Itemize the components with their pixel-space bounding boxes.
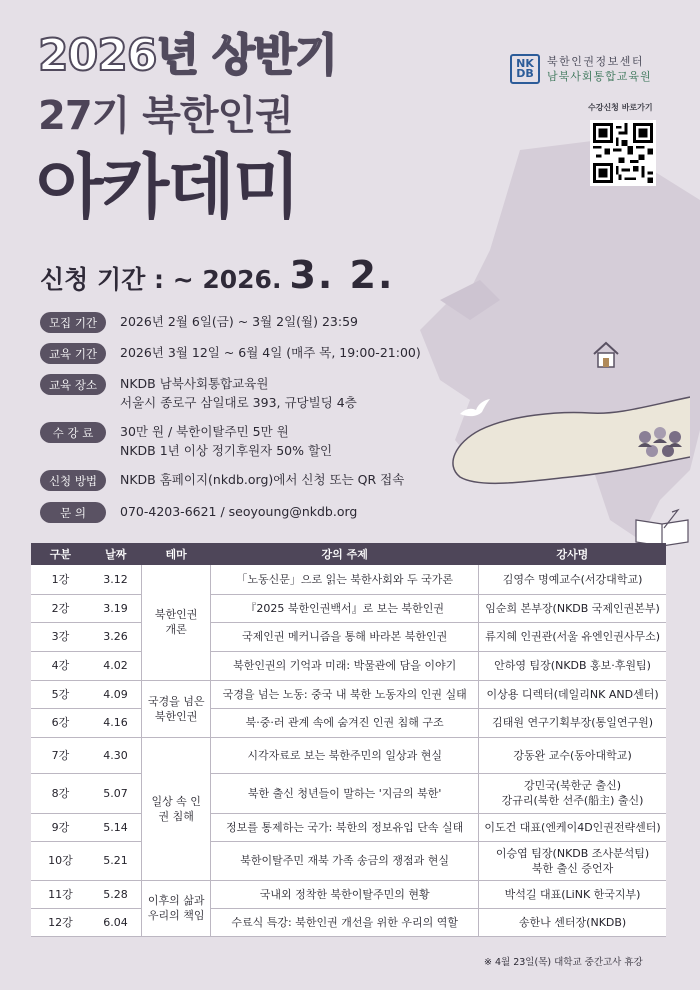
lecturer-line: 이승엽 팀장(NKDB 조사분석팀): [495, 846, 650, 860]
logo-abbr-bottom: DB: [516, 67, 534, 80]
info-value: NKDB 1년 이상 정기후원자 50% 할인: [120, 443, 333, 458]
col-header-theme: 테마: [142, 543, 211, 565]
lecture-schedule-table: [31, 543, 666, 937]
info-course-period: [40, 343, 421, 364]
lecture-date: 4.02: [90, 651, 142, 680]
theme-text: 이후의 삶과 우리의 책임: [147, 894, 205, 922]
title-cohort: 27기 북한인권: [38, 93, 293, 139]
lecture-no: 5강: [31, 680, 90, 708]
col-header-topic: 강의 주제: [211, 543, 479, 565]
lecture-topic: 국내외 정착한 북한이탈주민의 현황: [211, 880, 479, 908]
info-value: 서울시 종로구 삼일대로 393, 규당빌딩 4층: [120, 395, 357, 410]
lecture-lecturer: [479, 841, 666, 880]
table-row: [31, 813, 666, 841]
info-value: 2026년 2월 6일(금) ~ 3월 2일(월) 23:59: [120, 314, 358, 329]
lecture-date: 3.12: [90, 565, 142, 594]
info-value: NKDB 남북사회통합교육원: [120, 376, 269, 391]
lecture-theme: [142, 680, 211, 737]
lecture-lecturer: [479, 773, 666, 813]
hand-holding-people-illustration: [420, 385, 690, 525]
lecturer-line: 북한 출신 증언자: [531, 861, 614, 875]
lecture-no: 12강: [31, 908, 90, 936]
lecture-date: 5.21: [90, 841, 142, 880]
table-header-row: [31, 543, 666, 565]
lecture-date: 3.26: [90, 622, 142, 651]
info-label: 모집 기간: [40, 312, 106, 333]
house-icon: [591, 340, 621, 370]
qr-label: 수강신청 바로가기: [588, 103, 653, 112]
lecturer-line: 강민국(북한군 출신): [524, 779, 622, 792]
lecture-lecturer: 이도건 대표(엔케이4D인권전략센터): [479, 813, 666, 841]
lecture-no: 4강: [31, 651, 90, 680]
nkdb-logo-mark: [510, 54, 540, 84]
table-row: [31, 622, 666, 651]
lecture-no: 7강: [31, 737, 90, 773]
lecture-no: 1강: [31, 565, 90, 594]
org-name: 북한인권정보센터: [547, 55, 645, 68]
info-fee: [40, 422, 332, 460]
nkdb-logo: [510, 54, 652, 84]
table-row: [31, 880, 666, 908]
lecture-date: 4.09: [90, 680, 142, 708]
lecture-topic: 시각자료로 보는 북한주민의 일상과 현실: [211, 737, 479, 773]
info-apply-method: [40, 470, 404, 491]
theme-text: 국경을 넘은 북한인권: [147, 694, 205, 723]
period-label: 신청 기간 : ~ 2026.: [40, 265, 282, 294]
col-header-lecturer: 강사명: [479, 543, 666, 565]
lecture-no: 9강: [31, 813, 90, 841]
lecture-date: 4.16: [90, 708, 142, 737]
col-header-no: 구분: [31, 543, 90, 565]
application-period: [40, 253, 395, 297]
table-row: [31, 737, 666, 773]
table-row: [31, 594, 666, 622]
lecture-topic: 정보를 통제하는 국가: 북한의 정보유입 단속 실태: [211, 813, 479, 841]
lecture-topic: 국제인권 메커니즘을 통해 바라본 북한인권: [211, 622, 479, 651]
lecture-no: 3강: [31, 622, 90, 651]
lecture-topic: 『2025 북한인권백서』로 보는 북한인권: [211, 594, 479, 622]
lecture-topic: 「노동신문」으로 읽는 북한사회와 두 국가론: [211, 565, 479, 594]
title-academy: 아카데미: [36, 146, 299, 228]
org-subname: 남북사회통합교육원: [547, 70, 652, 83]
info-label: 교육 기간: [40, 343, 106, 364]
lecture-date: 5.28: [90, 880, 142, 908]
lecture-lecturer: 강동완 교수(동아대학교): [479, 737, 666, 773]
footnote: ※ 4월 23일(목) 대학교 중간고사 휴강: [484, 957, 643, 968]
lecture-date: 4.30: [90, 737, 142, 773]
info-recruit-period: [40, 312, 358, 333]
book-icon: [632, 508, 692, 548]
lecture-topic: 북한 출신 청년들이 말하는 '지금의 북한': [211, 773, 479, 813]
lecture-topic: 수료식 특강: 북한인권 개선을 위한 우리의 역할: [211, 908, 479, 936]
table-row: [31, 680, 666, 708]
theme-text: 북한인권 개론: [154, 608, 198, 637]
lecture-lecturer: 송한나 센터장(NKDB): [479, 908, 666, 936]
qr-code-icon: [593, 123, 653, 183]
lecture-date: 5.14: [90, 813, 142, 841]
lecture-topic: 북한인권의 기억과 미래: 박물관에 담을 이야기: [211, 651, 479, 680]
lecture-date: 5.07: [90, 773, 142, 813]
info-label: 문 의: [40, 502, 106, 523]
lecture-lecturer: 박석길 대표(LiNK 한국지부): [479, 880, 666, 908]
lecture-theme: [142, 565, 211, 680]
table-row: [31, 708, 666, 737]
lecturer-line: 강규리(북한 선주(船主) 출신): [501, 794, 644, 807]
table-row: [31, 773, 666, 813]
table-row: [31, 841, 666, 880]
lecture-no: 11강: [31, 880, 90, 908]
lecture-lecturer: 김태원 연구기획부장(통일연구원): [479, 708, 666, 737]
title-year: 2026년 상반기: [38, 30, 337, 81]
lecture-date: 6.04: [90, 908, 142, 936]
lecture-topic: 북한이탈주민 재북 가족 송금의 쟁점과 현실: [211, 841, 479, 880]
info-value: 070-4203-6621 / seoyoung@nkdb.org: [120, 504, 358, 519]
lecture-topic: 북·중·러 관계 속에 숨겨진 인권 침해 구조: [211, 708, 479, 737]
info-contact: [40, 502, 357, 523]
lecture-lecturer: 류지혜 인권관(서울 유엔인권사무소): [479, 622, 666, 651]
table-row: [31, 908, 666, 936]
lecture-lecturer: 김영수 명예교수(서강대학교): [479, 565, 666, 594]
info-value: 30만 원 / 북한이탈주민 5만 원: [120, 424, 289, 439]
lecture-date: 3.19: [90, 594, 142, 622]
table-row: [31, 565, 666, 594]
period-date: 3. 2.: [289, 253, 395, 297]
lecture-lecturer: 임순희 본부장(NKDB 국제인권본부): [479, 594, 666, 622]
table-row: [31, 651, 666, 680]
lecture-no: 6강: [31, 708, 90, 737]
info-label: 신청 방법: [40, 470, 106, 491]
lecture-lecturer: 이상용 디렉터(데일리NK AND센터): [479, 680, 666, 708]
lecture-theme: [142, 880, 211, 936]
lecture-no: 8강: [31, 773, 90, 813]
lecture-no: 10강: [31, 841, 90, 880]
info-location: [40, 374, 357, 412]
lecture-topic: 국경을 넘는 노동: 중국 내 북한 노동자의 인권 실태: [211, 680, 479, 708]
lecture-no: 2강: [31, 594, 90, 622]
logo-abbr-top: NK: [516, 57, 534, 70]
theme-text: 일상 속 인권 침해: [151, 794, 201, 823]
info-label: 교육 장소: [40, 374, 106, 395]
info-value: NKDB 홈페이지(nkdb.org)에서 신청 또는 QR 접속: [120, 472, 405, 487]
info-value: 2026년 3월 12일 ~ 6월 4일 (매주 목, 19:00-21:00): [120, 345, 421, 360]
lecture-lecturer: 안하영 팀장(NKDB 홍보·후원팀): [479, 651, 666, 680]
info-label: 수 강 료: [40, 422, 106, 443]
qr-code[interactable]: [590, 120, 656, 186]
col-header-date: 날짜: [90, 543, 142, 565]
lecture-theme: [142, 737, 211, 880]
